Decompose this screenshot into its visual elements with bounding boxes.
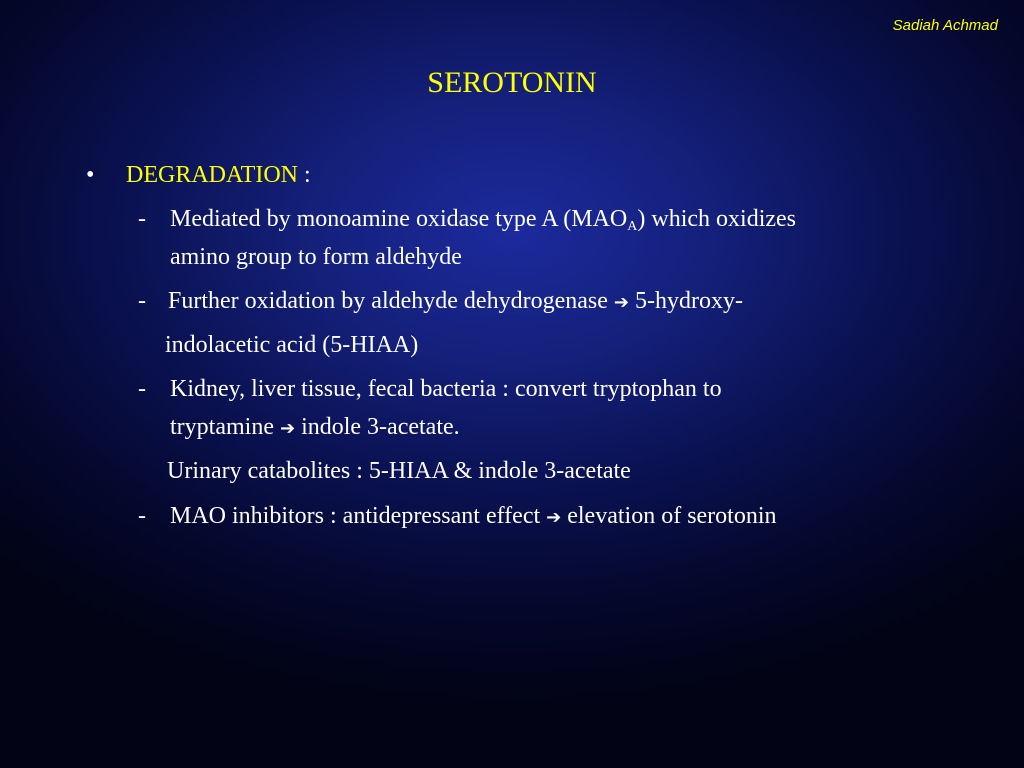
item-3-text: tryptamine [170,414,280,440]
item-3-text-end: indole 3-acetate. [295,414,460,440]
slide-title: SEROTONIN [427,66,597,99]
item-2-text: Further oxidation by aldehyde dehydrogenase [168,288,614,314]
item-4-text: MAO inhibitors : antidepressant effect [170,503,547,529]
item-2-line-2: indolacetic acid (5-HIAA) [165,332,419,358]
item-4-dash: - [138,503,146,529]
author-label: Sadiah Achmad [892,17,998,34]
item-1-line-2: amino group to form aldehyde [170,244,462,270]
arrow-icon: ➔ [546,507,562,528]
bullet-degradation [86,158,311,192]
item-1-line-1 [170,199,796,239]
bullet-separator: : [297,162,311,188]
item-3-line-1: Kidney, liver tissue, fecal bacteria : convert tryptophan to [170,376,722,402]
bullet-heading: DEGRADATION [126,162,298,188]
item-1-text-end: ) which oxidizes [637,206,797,232]
item-4-line-1 [170,496,777,538]
item-1-text: Mediated by monoamine oxidase type A (MAO [170,206,628,232]
arrow-icon: ➔ [279,418,296,439]
arrow-icon: ➔ [613,292,629,313]
item-3-line-3: Urinary catabolites : 5-HIAA & indole 3-acetate [167,458,631,484]
bullet-marker: • [86,162,95,188]
item-4-text-end: elevation of serotonin [561,503,777,529]
item-3-line-2 [170,407,460,449]
item-1-subscript: A [627,219,638,234]
item-2-line-1 [168,281,743,323]
item-3-dash: - [138,376,146,402]
item-2-text-end: 5-hydroxy- [628,288,743,314]
item-2-dash: - [138,288,146,314]
item-1-dash: - [138,206,146,232]
